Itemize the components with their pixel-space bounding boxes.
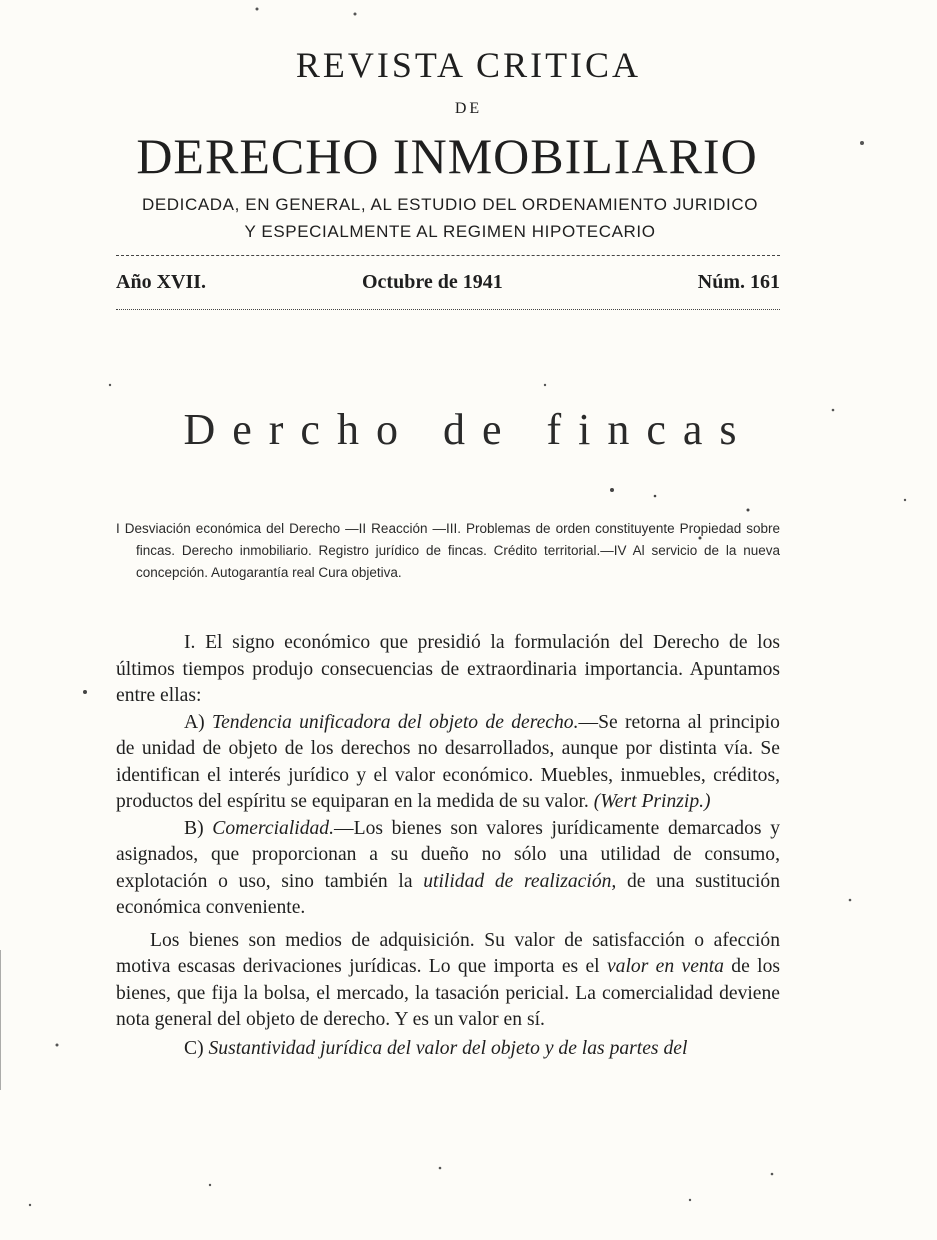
journal-title-line2: DERECHO INMOBILIARIO — [136, 128, 758, 184]
scan-margin-line — [0, 950, 1, 1090]
journal-title-de: DE — [454, 100, 483, 117]
paragraph — [116, 928, 780, 1034]
article-title: Dercho de fincas — [183, 405, 754, 454]
issue-date: Octubre de 1941 — [362, 271, 503, 293]
article-body — [116, 630, 780, 1062]
item-label: B) — [184, 817, 204, 839]
item-heading: Comercialidad. — [212, 817, 335, 839]
paragraph-text: —Se retorna al principio de unidad de objeto de los derechos no desarrollados, aunque por distinta vía. Se identifican el interés jurídico y el valor económico. Muebles, inmuebles, créditos, productos del espíritu se equiparan en la medida de su valor. — [116, 711, 780, 812]
journal-title-line1: REVISTA CRITICA — [295, 45, 642, 85]
term: valor en venta — [606, 956, 724, 977]
term: (Wert Prinzip.) — [593, 791, 711, 812]
divider-rule — [116, 309, 780, 310]
paragraph — [116, 1036, 780, 1063]
issue-year: Año XVII. — [116, 271, 207, 293]
section-number: I. — [184, 632, 196, 653]
item-label: C) — [184, 1037, 204, 1059]
divider-rule — [116, 255, 780, 256]
paragraph — [116, 816, 780, 922]
journal-subtitle-line1: DEDICADA, EN GENERAL, AL ESTUDIO DEL ORDENAMIENTO JURIDICO — [141, 195, 759, 214]
paragraph-text: de los bienes, que fija la bolsa, el mercado, la tasación pericial. La comercialidad deviene nota general del objeto de derecho. Y es un valor en sí. — [116, 956, 780, 1030]
paragraph-text: de una sustitución económica conveniente. — [116, 870, 780, 918]
paragraph-text: Los bienes son medios de adquisición. Su valor de satisfacción o afección motiva escasas derivaciones jurídicas. Lo que importa es el — [116, 929, 780, 977]
item-label: A) — [184, 711, 205, 733]
term: utilidad de realización, — [423, 870, 617, 892]
paragraph — [116, 630, 780, 710]
issue-number: Núm. 161 — [697, 271, 780, 293]
article-summary — [116, 518, 780, 584]
paragraph — [116, 710, 780, 816]
summary-text: I Desviación económica del Derecho —II Reacción —III. Problemas de orden constituyente Propiedad sobre fincas. Derecho inmobiliario. Registro jurídico de fincas. Crédito territorial.—IV Al servicio de la nueva concepción. Autogarantía real Cura objetiva. — [116, 521, 780, 580]
journal-subtitle-line2: Y ESPECIALMENTE AL REGIMEN HIPOTECARIO — [244, 222, 656, 241]
paragraph-text: —Los bienes son valores jurídicamente demarcados y asignados, que proporcionan a su dueño no sólo una utilidad de consumo, explotación o uso, sino también la — [116, 817, 780, 892]
item-heading: Tendencia unificadora del objeto de derecho. — [212, 711, 579, 733]
paragraph-text: El signo económico que presidió la formulación del Derecho de los últimos tiempos produjo consecuencias de extraordinaria importancia. Apuntamos entre ellas: — [116, 632, 780, 706]
item-heading: Sustantividad jurídica del valor del objeto y de las partes del — [208, 1037, 688, 1059]
issue-info — [116, 271, 780, 299]
